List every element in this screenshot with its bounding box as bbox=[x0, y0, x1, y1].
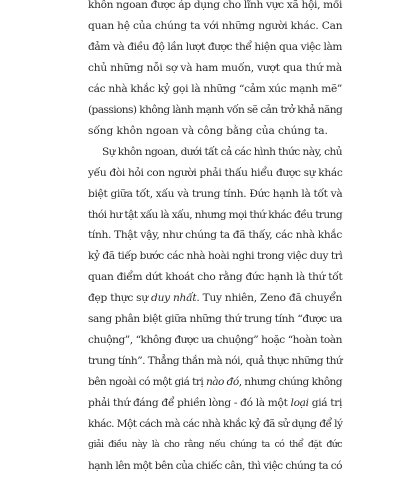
text-line: khác. Một cách mà các nhà khắc kỷ đã sử dụng để lý bbox=[88, 418, 343, 431]
text-line: yếu đòi hỏi con người phải thấu hiểu được sự khác bbox=[88, 166, 343, 179]
text-segment: phải thứ đáng để phiền lòng - đó là một bbox=[88, 397, 291, 410]
text-line: các nhà khắc kỷ gọi là những “cảm xúc mạnh mẽ” bbox=[88, 82, 342, 95]
text-line: quan điểm dứt khoát cho rằng đức hạnh là thứ tốt bbox=[88, 271, 343, 284]
text-line bbox=[88, 288, 342, 309]
paragraph-start-line: Sự khôn ngoan, dưới tất cả các hình thức này, chủ bbox=[102, 145, 342, 158]
text-line: sang phân biệt giữa những thứ trung tính “được ưa bbox=[88, 313, 342, 326]
italic-emphasis: nào đó bbox=[205, 376, 239, 389]
text-segment: đẹp thực sự bbox=[88, 292, 152, 305]
text-line: chủ những nỗi sợ và ham muốn, vượt qua thứ mà bbox=[88, 61, 342, 74]
text-line: kỷ đã tiếp bước các nhà hoài nghi trong việc duy trì bbox=[88, 250, 343, 263]
text-line: khôn ngoan được áp dụng cho lĩnh vực xã hội, mối bbox=[88, 0, 343, 11]
text-line bbox=[88, 372, 342, 393]
text-line: giải điều này là cho rằng nếu chúng ta có thể đặt đức bbox=[88, 439, 342, 451]
text-line: thói hư tật xấu là xấu, nhưng mọi thứ khác đều trung bbox=[88, 208, 343, 221]
text-segment: bên ngoài có một giá trị bbox=[88, 376, 206, 389]
body-text bbox=[88, 0, 342, 477]
text-line bbox=[88, 393, 342, 414]
text-line: trung tính”. Thẳng thắn mà nói, quả thực những thứ bbox=[88, 355, 343, 368]
text-segment: , nhưng chúng không bbox=[238, 376, 343, 389]
text-segment: giá trị bbox=[308, 397, 342, 410]
italic-emphasis: loại bbox=[290, 397, 309, 410]
text-line: (passions) không lành mạnh vốn sẽ cản trở khả năng bbox=[88, 103, 343, 116]
text-line: chuộng”, “không được ưa chuộng” hoặc “hoàn toàn bbox=[88, 334, 342, 347]
text-line: hạnh lên một bên của chiếc cân, thì việc chúng ta có bbox=[88, 459, 342, 472]
text-line: biệt giữa tốt, xấu và trung tính. Đức hạnh là tốt và bbox=[88, 187, 343, 200]
text-segment: . Tuy nhiên, Zeno đã chuyển bbox=[196, 292, 343, 305]
text-line: đảm và điều độ lần lượt được thể hiện qua việc làm bbox=[88, 40, 342, 53]
italic-emphasis: duy nhất bbox=[151, 292, 197, 305]
text-line: sống khôn ngoan và công bằng của chúng ta. bbox=[88, 124, 328, 137]
text-line: tính. Thật vậy, như chúng ta đã thấy, các nhà khắc bbox=[88, 229, 342, 242]
text-line: quan hệ của chúng ta với những người khác. Can bbox=[88, 19, 343, 32]
